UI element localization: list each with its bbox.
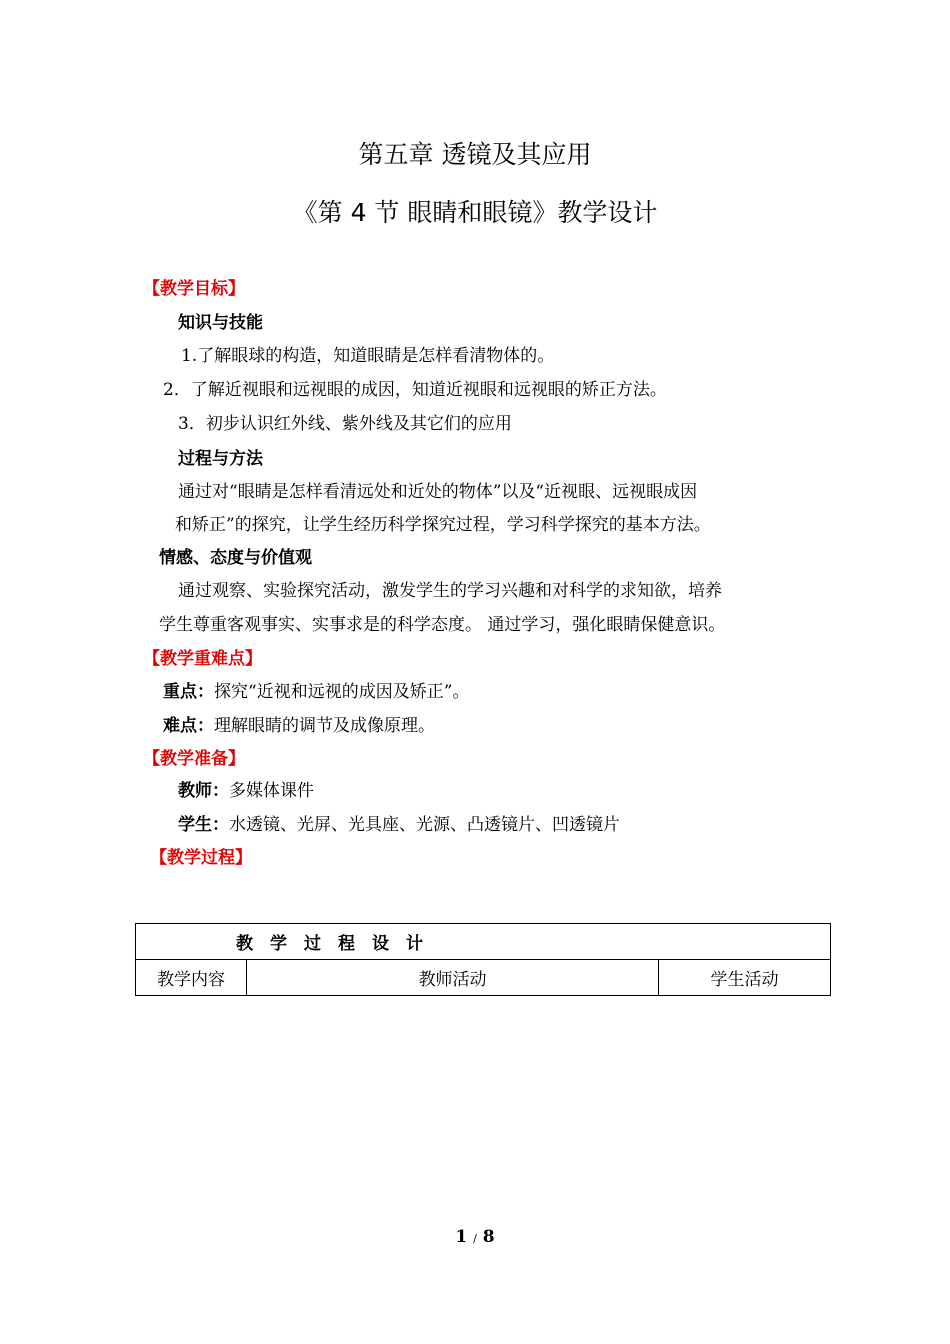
- page-separator: /: [473, 1232, 477, 1245]
- keypoints-heading: 【教学重难点】: [143, 649, 262, 669]
- process-design-table: [135, 923, 831, 996]
- student-prep-label: 学生：: [178, 815, 229, 835]
- key-point-text: 探究“近视和远视的成因及矫正”。: [214, 682, 470, 702]
- page-number: [0, 1227, 950, 1247]
- difficult-point: [163, 711, 435, 736]
- knowledge-item: 3．初步认识红外线、紫外线及其它们的应用: [178, 414, 512, 434]
- column-header-student: 学生活动: [659, 960, 831, 996]
- teacher-prep-label: 教师：: [178, 781, 229, 801]
- student-prep-text: 水透镜、光屏、光具座、光源、凸透镜片、凹透镜片: [229, 815, 620, 835]
- difficult-point-label: 难点：: [163, 716, 214, 736]
- current-page: 1: [455, 1227, 468, 1247]
- chapter-title: 第五章 透镜及其应用: [358, 140, 592, 169]
- total-pages: 8: [482, 1227, 495, 1247]
- key-point: [163, 677, 469, 702]
- table-title: 教学过程设计: [136, 924, 831, 960]
- preparation-heading: 【教学准备】: [143, 749, 245, 769]
- knowledge-heading: 知识与技能: [178, 313, 263, 333]
- process-method-line: 通过对“眼睛是怎样看清远处和近处的物体”以及“近视眼、远视眼成因: [178, 482, 698, 502]
- student-prep: [178, 810, 620, 835]
- lesson-title: 《第 4 节 眼睛和眼镜》教学设计: [292, 198, 658, 227]
- key-point-label: 重点：: [163, 682, 214, 702]
- process-method-line: 和矫正”的探究，让学生经历科学探究过程，学习科学探究的基本方法。: [175, 515, 711, 535]
- teacher-prep: [178, 776, 314, 801]
- emotion-line: 通过观察、实验探究活动，激发学生的学习兴趣和对科学的求知欲，培养: [178, 581, 722, 601]
- difficult-point-text: 理解眼睛的调节及成像原理。: [214, 716, 435, 736]
- process-method-heading: 过程与方法: [178, 449, 263, 469]
- emotion-heading: 情感、态度与价值观: [159, 548, 312, 568]
- knowledge-item: 2．了解近视眼和远视眼的成因，知道近视眼和远视眼的矫正方法。: [163, 380, 667, 400]
- knowledge-item: 1.了解眼球的构造，知道眼睛是怎样看清物体的。: [181, 346, 555, 366]
- objectives-heading: 【教学目标】: [143, 279, 245, 299]
- column-header-teacher: 教师活动: [247, 960, 659, 996]
- teacher-prep-text: 多媒体课件: [229, 781, 314, 801]
- emotion-line: 学生尊重客观事实、实事求是的科学态度。 通过学习，强化眼睛保健意识。: [159, 615, 726, 635]
- column-header-content: 教学内容: [136, 960, 247, 996]
- teaching-process-heading: 【教学过程】: [150, 848, 252, 868]
